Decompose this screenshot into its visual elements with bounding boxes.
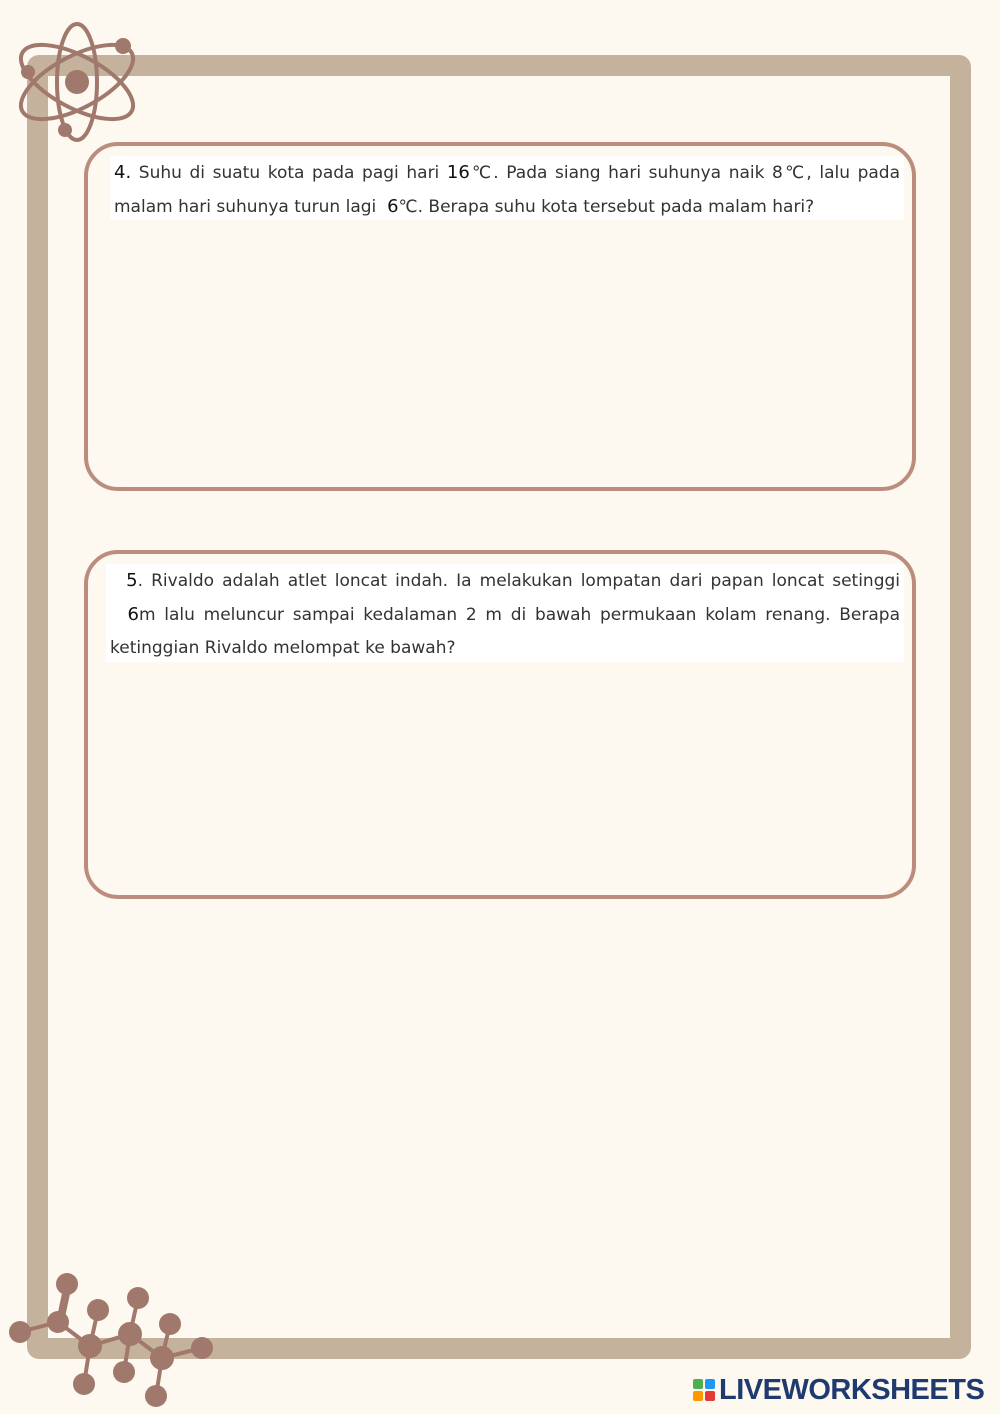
question-5-line3: ketinggian Rivaldo melompat ke bawah? [110, 638, 456, 658]
liveworksheets-brand-text: LIVEWORKSHEETS [719, 1373, 985, 1406]
question-4-answer-area[interactable] [110, 230, 894, 470]
question-4-line2-b: ℃. Berapa suhu kota tersebut pada malam hari? [398, 197, 815, 217]
question-4-line1-a: Suhu di suatu kota pada pagi hari [138, 163, 440, 183]
question-4-box [84, 142, 916, 491]
question-5-answer-area[interactable] [110, 672, 894, 878]
liveworksheets-logo-icon [693, 1379, 715, 1401]
question-4-value1: 16 [446, 162, 470, 183]
question-4-number: 4. [114, 162, 132, 183]
question-4-line2-a: malam hari suhunya turun lagi [114, 197, 377, 217]
question-4-text [110, 156, 904, 220]
question-4-value2: 6 [387, 196, 399, 217]
question-5-line1: . Rivaldo adalah atlet loncat indah. Ia melakukan lompatan dari papan loncat setinggi [137, 571, 901, 591]
question-4-line1-b: ℃. Pada siang hari suhunya naik 8℃, lalu pada [469, 163, 901, 183]
question-5-number: 5 [126, 570, 138, 591]
question-5-box [84, 550, 916, 899]
question-5-line2: m lalu meluncur sampai kedalaman 2 m di bawah permukaan kolam renang. Berapa [138, 605, 900, 625]
atom-icon [10, 22, 150, 147]
question-5-value1: 6 [127, 604, 139, 625]
liveworksheets-logo[interactable] [693, 1374, 984, 1406]
question-5-text [106, 564, 904, 662]
molecule-icon [0, 1262, 230, 1412]
